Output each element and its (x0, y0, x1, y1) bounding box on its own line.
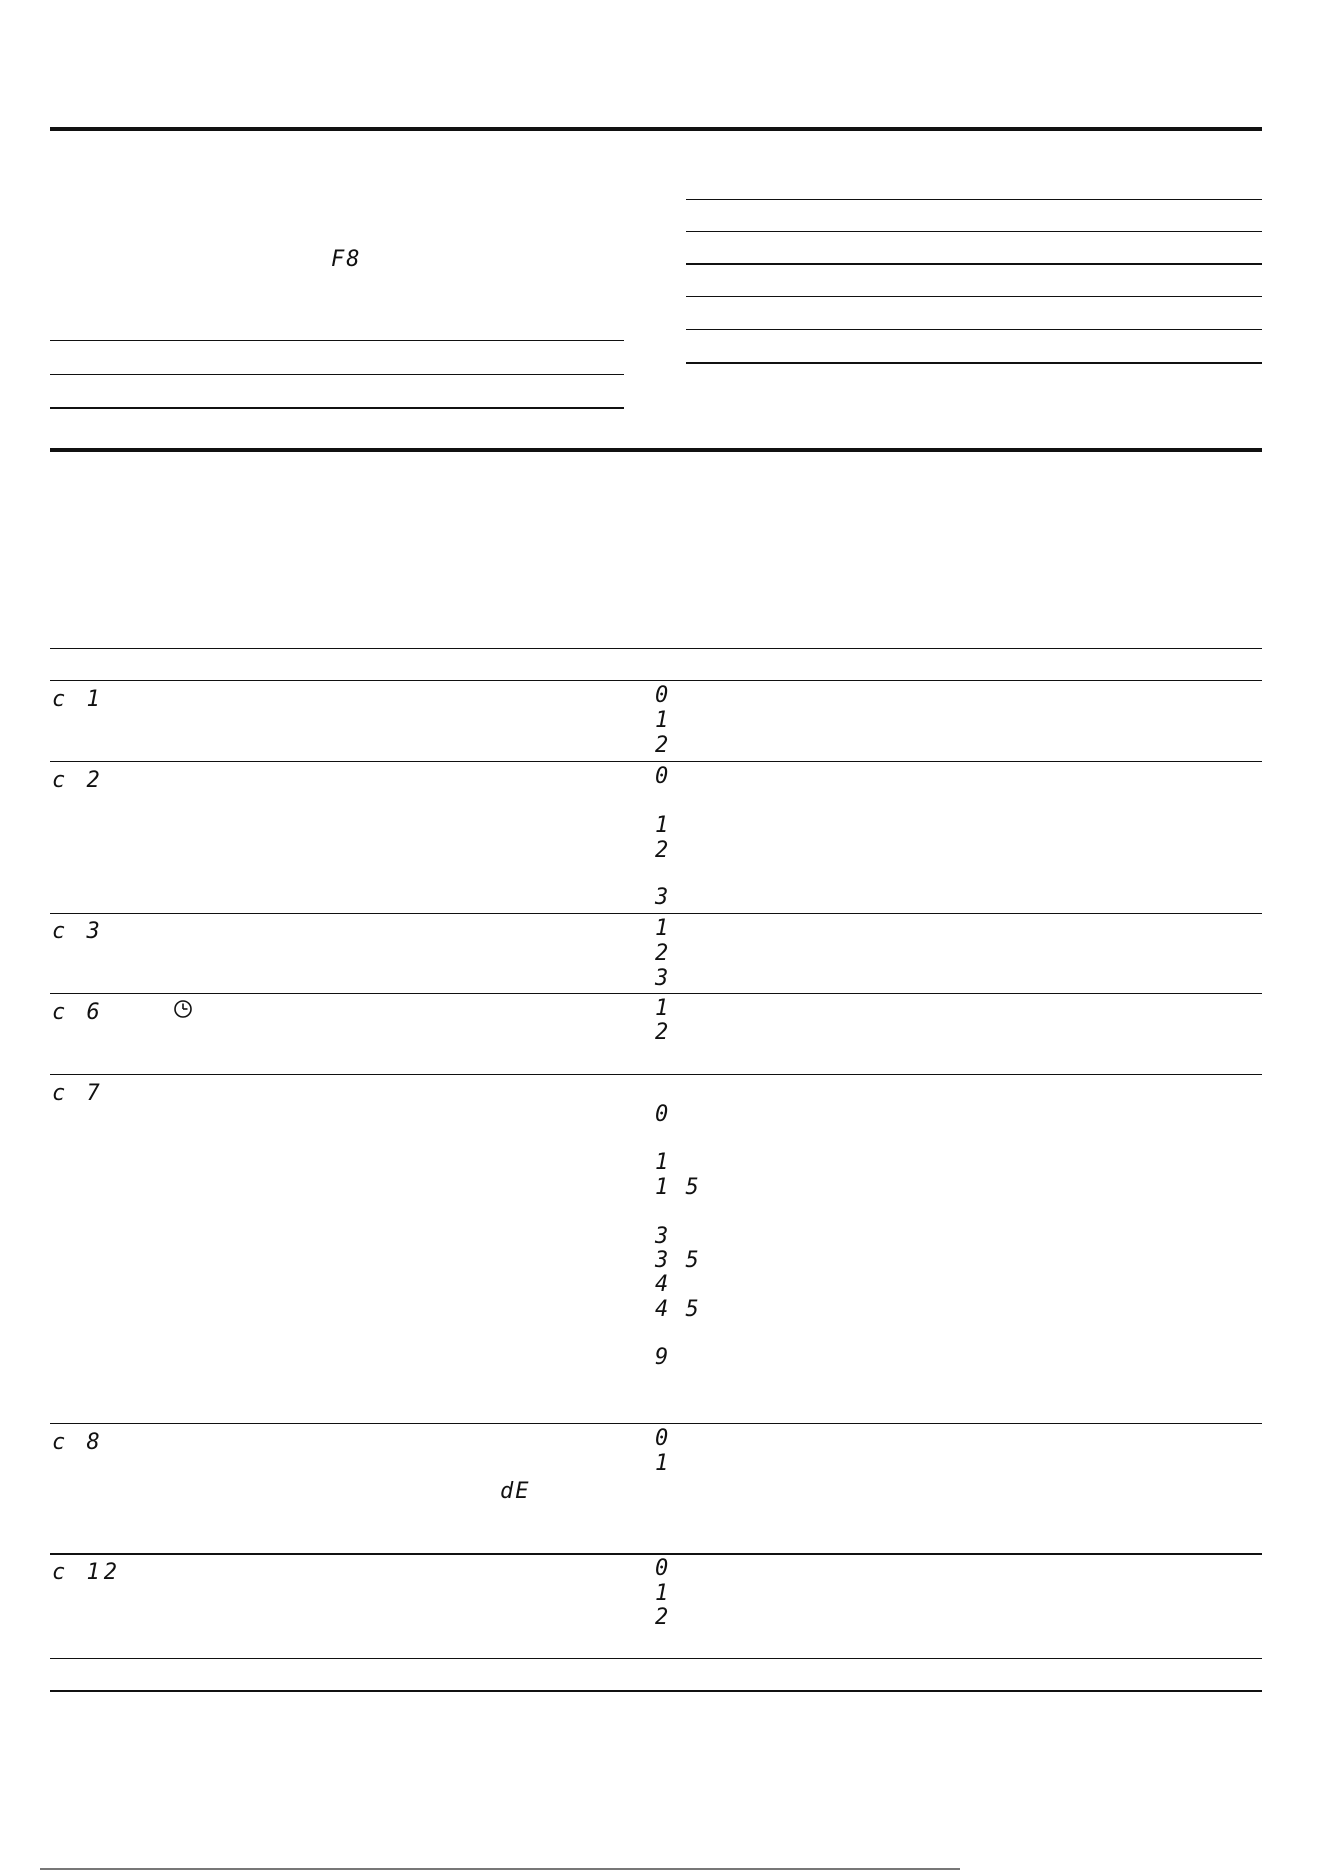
option-value: 9 (655, 1345, 671, 1370)
option-value: 2 (655, 733, 671, 758)
option-value: 4 5 (655, 1297, 701, 1322)
option-value: 2 (655, 941, 671, 966)
option-value: 0 (655, 1426, 671, 1451)
table-header-bottom-rule (50, 680, 1262, 681)
left-table-rule-2 (50, 374, 624, 375)
option-value: 2 (655, 1020, 671, 1045)
right-table-rule-6 (686, 362, 1262, 364)
table-row-code: c 6 (52, 1000, 104, 1025)
table-row-divider (50, 1074, 1262, 1075)
option-value: 1 5 (655, 1175, 701, 1200)
option-value: 0 (655, 764, 671, 789)
de-inline-symbol: dE (500, 1479, 531, 1504)
table-row-code: c 3 (52, 919, 104, 944)
option-value: 0 (655, 1556, 671, 1581)
top-rule (50, 127, 1262, 131)
footer-rule (40, 1868, 960, 1870)
option-value: 3 (655, 885, 671, 910)
option-value: 3 5 (655, 1248, 701, 1273)
table-row-divider (50, 913, 1262, 914)
option-value: 1 (655, 1150, 671, 1175)
right-table-rule-5 (686, 329, 1262, 330)
section-rule (50, 448, 1262, 452)
option-value: 0 (655, 1102, 671, 1127)
table-row-code: c 1 (52, 687, 104, 712)
right-table-rule-4 (686, 296, 1262, 297)
left-table-rule-1 (50, 340, 624, 341)
table-header-top-rule (50, 648, 1262, 649)
option-value: 1 (655, 813, 671, 838)
table-bottom-rule (50, 1690, 1262, 1692)
option-value: 2 (655, 838, 671, 863)
table-row-code: c 12 (52, 1560, 121, 1585)
table-row-code: c 8 (52, 1430, 104, 1455)
option-value: 1 (655, 916, 671, 941)
table-row-divider (50, 1553, 1262, 1555)
option-value: 1 (655, 708, 671, 733)
right-table-rule-2 (686, 231, 1262, 232)
table-row-divider (50, 1658, 1262, 1659)
option-value: 4 (655, 1272, 671, 1297)
right-table-rule-1 (686, 199, 1262, 200)
option-value: 3 (655, 966, 671, 991)
option-value: 0 (655, 683, 671, 708)
table-row-code: c 7 (52, 1081, 104, 1106)
table-row-divider (50, 761, 1262, 762)
option-value: 1 (655, 996, 671, 1021)
left-table-rule-3 (50, 407, 624, 409)
table-row-code: c 2 (52, 768, 104, 793)
clock-icon (173, 999, 193, 1019)
f8-display-symbol: F8 (331, 247, 362, 272)
option-value: 2 (655, 1605, 671, 1630)
option-value: 3 (655, 1224, 671, 1249)
option-value: 1 (655, 1451, 671, 1476)
option-value: 1 (655, 1581, 671, 1606)
table-row-divider (50, 993, 1262, 994)
table-row-divider (50, 1423, 1262, 1424)
right-table-rule-3 (686, 263, 1262, 265)
